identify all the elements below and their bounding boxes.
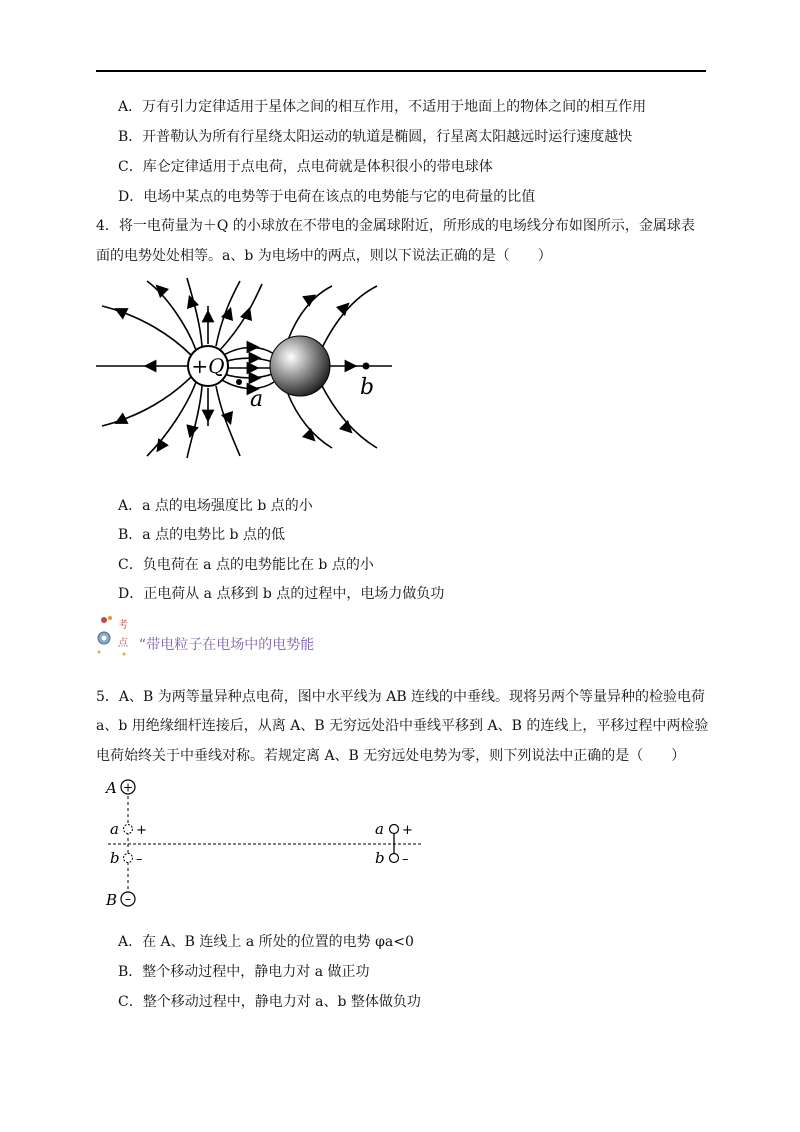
q3-option-d[interactable]: D．电场中某点的电势等于电荷在该点的电势能与它的电荷量的比值	[118, 189, 536, 205]
sign-plus-right: +	[402, 823, 413, 838]
q4-option-c[interactable]: C．负电荷在 a 点的电势能比在 b 点的小	[118, 557, 374, 573]
q5-stem-line3: 电荷始终关于中垂线对称。若规定离 A、B 无穷远处电势为零，则下列说法中正确的是（ ）	[96, 748, 686, 764]
q3-option-b[interactable]: B．开普勒认为所有行星绕太阳运动的轨道是椭圆，行星离太阳越远时运行速度越快	[118, 129, 633, 145]
label-A: A	[106, 779, 117, 797]
q3-option-c[interactable]: C．库仑定律适用于点电荷，点电荷就是体积很小的带电球体	[118, 159, 493, 175]
sign-plus-left: +	[136, 823, 147, 838]
q4-option-a[interactable]: A．a 点的电场强度比 b 点的小	[118, 498, 313, 514]
svg-text:+: +	[122, 780, 134, 795]
point-a-label: a	[250, 387, 264, 412]
q5-stem-line1: 5．A、B 为两等量异种点电荷，图中水平线为 AB 连线的中垂线。现将另两个等量异种的检验电荷	[96, 689, 706, 705]
knowledge-point-badge-icon	[94, 614, 130, 658]
q4-option-b[interactable]: B．a 点的电势比 b 点的低	[118, 527, 285, 543]
q4-option-d[interactable]: D．正电荷从 a 点移到 b 点的过程中，电场力做负功	[118, 586, 445, 602]
q5-option-a[interactable]: A．在 A、B 连线上 a 所处的位置的电势 φa<0	[118, 934, 414, 950]
q5-option-c[interactable]: C．整个移动过程中，静电力对 a、b 整体做负功	[118, 994, 421, 1010]
q4-stem-line1: 4．将一电荷量为＋Q 的小球放在不带电的金属球附近，所形成的电场线分布如图所示，金属球表	[96, 218, 695, 234]
sign-minus-left: –	[136, 852, 143, 867]
badge-char-1: 考	[118, 620, 128, 631]
q5-option-b[interactable]: B．整个移动过程中，静电力对 a 做正功	[118, 964, 370, 980]
charge-label: +Q	[191, 354, 225, 378]
label-b-left: b	[110, 849, 120, 867]
label-b-right: b	[375, 849, 385, 867]
q5-stem-line2: a、b 用绝缘细杆连接后，从离 A、B 无穷远处沿中垂线平移到 A、B 的连线上，平移过程中两检验	[96, 718, 709, 734]
label-a-right: a	[375, 820, 384, 838]
q5-dipole-figure	[100, 774, 430, 914]
q3-option-a[interactable]: A．万有引力定律适用于星体之间的相互作用，不适用于地面上的物体之间的相互作用	[118, 99, 647, 115]
point-b-label: b	[360, 375, 375, 400]
label-a-left: a	[110, 820, 119, 838]
q4-stem-line2: 面的电势处处相等。a、b 为电场中的两点，则以下说法正确的是（ ）	[96, 248, 552, 264]
label-B: B	[106, 891, 118, 909]
knowledge-point-link[interactable]: “带电粒子在电场中的电势能	[139, 637, 315, 653]
badge-char-2: 点	[118, 638, 128, 649]
header-rule	[96, 70, 706, 72]
q4-field-figure	[92, 276, 402, 461]
svg-text:–: –	[125, 892, 131, 906]
sign-minus-right: –	[402, 852, 409, 867]
